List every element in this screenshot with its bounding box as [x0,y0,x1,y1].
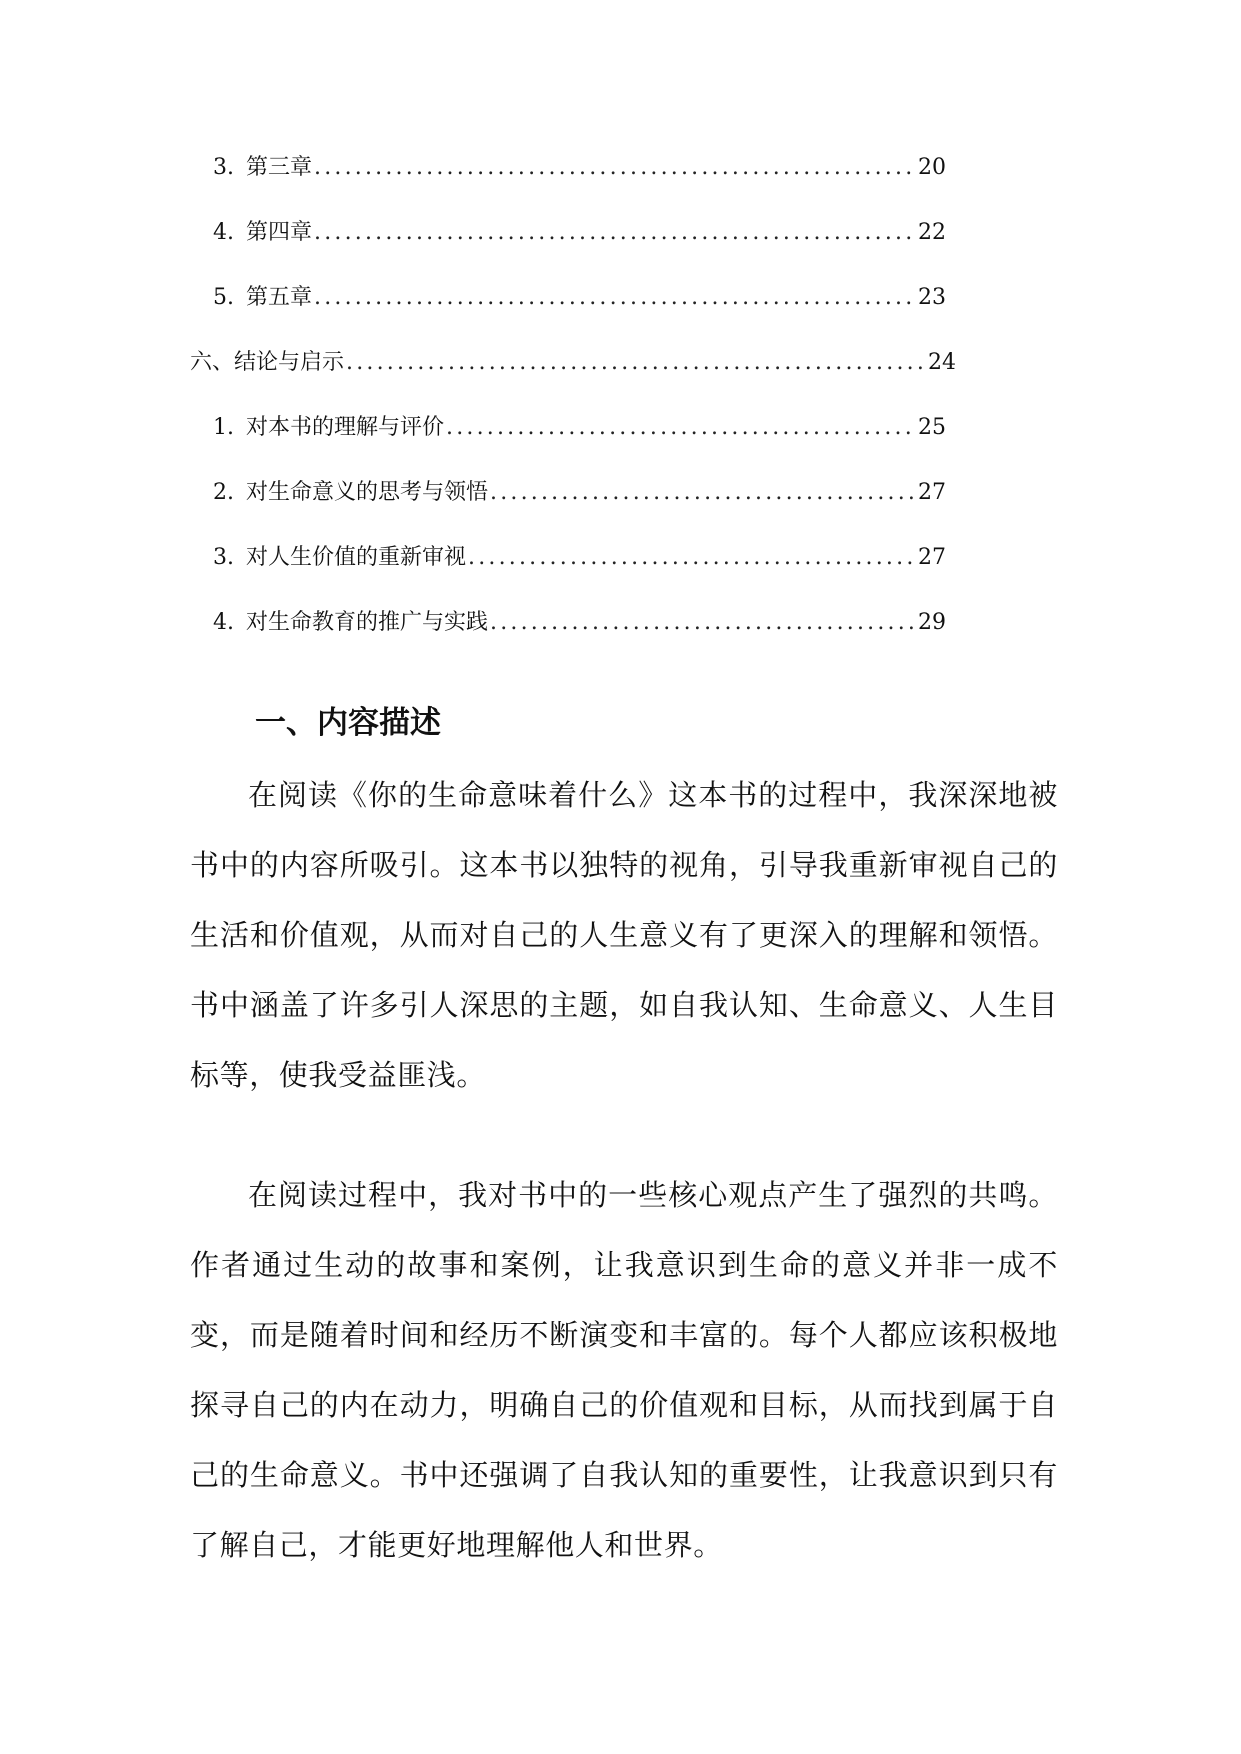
toc-entry-title: 对生命教育的推广与实践 [246,610,489,635]
toc-entry-title: 对人生价值的重新审视 [246,545,467,570]
toc-entry-title: 六、结论与启示 [190,350,345,375]
toc-dot-leader [314,278,916,318]
toc-entry-page: 22 [918,220,946,245]
toc-entry-number: 2. [213,480,234,505]
toc-entry-number: 3. [213,155,234,180]
section-heading: 一、内容描述 [255,705,441,741]
toc-entry-chapter-3[interactable] [213,148,946,188]
toc-entry-title: 第三章 [246,155,313,180]
toc-entry-number: 5. [213,285,234,310]
toc-dot-leader [446,408,916,448]
toc-entry-page: 20 [918,155,946,180]
toc-entry-6-3[interactable] [213,538,946,578]
toc-entry-chapter-5[interactable] [213,278,946,318]
toc-dot-leader [314,213,916,253]
toc-dot-leader [346,343,926,383]
toc-entry-6-4[interactable] [213,603,946,643]
toc-entry-page: 24 [928,350,956,375]
toc-entry-page: 25 [918,415,946,440]
toc-entry-number: 3. [213,545,234,570]
body-paragraph-1: 在阅读《你的生命意味着什么》这本书的过程中，我深深地被书中的内容所吸引。这本书以独特的视角，引导我重新审视自己的生活和价值观，从而对自己的人生意义有了更深入的理解和领悟。书中涵盖了许多引人深思的主题，如自我认知、生命意义、人生目标等，使我受益匪浅。 [190,778,1058,1092]
toc-dot-leader [314,148,916,188]
toc-entry-6-2[interactable] [213,473,946,513]
toc-dot-leader [490,473,916,513]
toc-entry-section-6[interactable] [190,343,956,383]
toc-entry-chapter-4[interactable] [213,213,946,253]
toc-entry-number: 4. [213,220,234,245]
toc-entry-title: 对本书的理解与评价 [246,415,445,440]
toc-entry-title: 第四章 [246,220,313,245]
toc-dot-leader [490,603,916,643]
toc-entry-page: 27 [918,545,946,570]
toc-entry-title: 第五章 [246,285,313,310]
toc-entry-6-1[interactable] [213,408,946,448]
toc-entry-page: 23 [918,285,946,310]
body-paragraph-2: 在阅读过程中，我对书中的一些核心观点产生了强烈的共鸣。作者通过生动的故事和案例，让我意识到生命的意义并非一成不变，而是随着时间和经历不断演变和丰富的。每个人都应该积极地探寻自己的内在动力，明确自己的价值观和目标，从而找到属于自己的生命意义。书中还强调了自我认知的重要性，让我意识到只有了解自己，才能更好地理解他人和世界。 [190,1178,1058,1562]
toc-entry-page: 29 [918,610,946,635]
toc-entry-number: 1. [213,415,234,440]
toc-dot-leader [468,538,916,578]
toc-entry-title: 对生命意义的思考与领悟 [246,480,489,505]
toc-entry-number: 4. [213,610,234,635]
toc-entry-page: 27 [918,480,946,505]
